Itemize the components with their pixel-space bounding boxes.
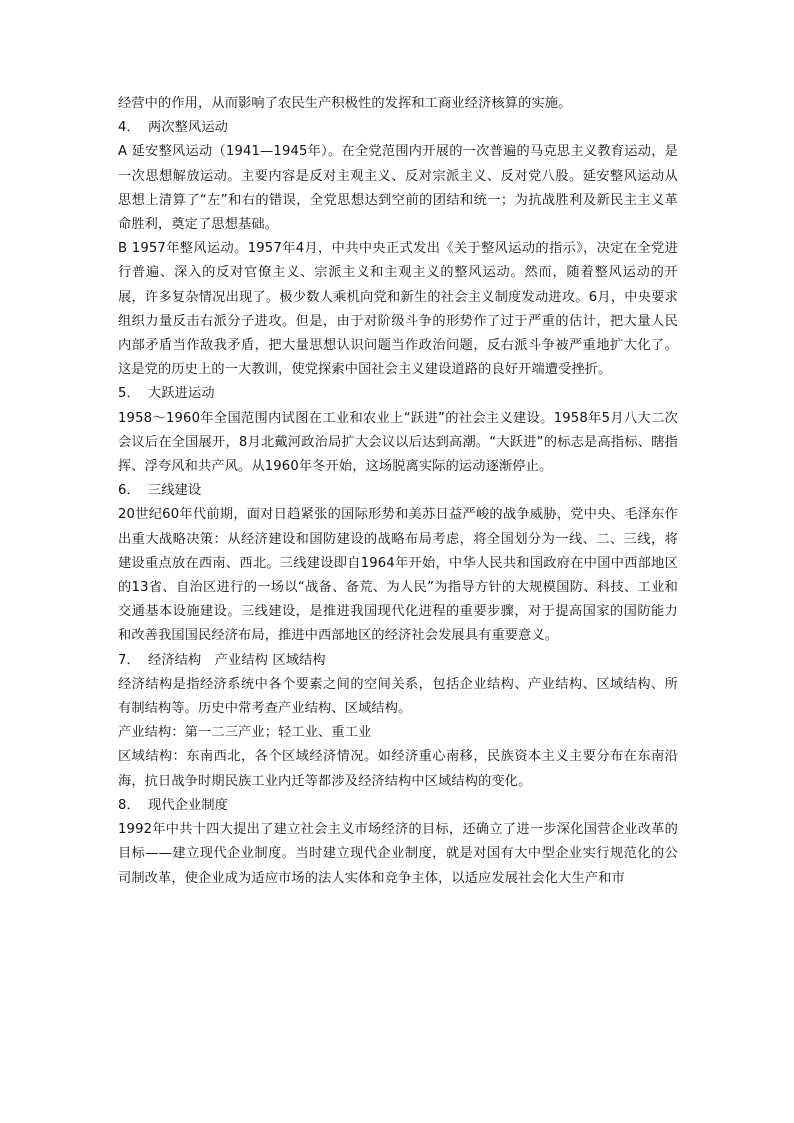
section-number: 4． — [118, 120, 140, 136]
paragraph-regional-structure: 区域结构：东南西北，各个区域经济情况。如经济重心南移，民族资本主义主要分布在东南沿海，抗日战争时期民族工业内迁等都涉及经济结构中区域结构的变化。 — [118, 749, 678, 789]
paragraph-1957-rectification: B 1957年整风运动。1957年4月，中共中央正式发出《关于整风运动的指示》，决定在全党进行普遍、深入的反对官僚主义、宗派主义和主观主义的整风运动。然而，随着整风运动的开展，许多复杂情况出现了。极少数人乘机向党和新生的社会主义制度发动进攻。6月，中央要求组织力量反击右派分子进攻。但是，由于对阶级斗争的形势作了过于严重的估计，把大量人民内部矛盾当作敌我矛盾，把大量思想认识问题当作政治问题，反右派斗争被严重地扩大化了。这是党的历史上的一大教训，使党探索中国社会主义建设道路的良好开端遭受挫折。 — [118, 241, 678, 378]
section-heading-6 — [118, 479, 678, 503]
paragraph-economic-structure: 经济结构是指经济系统中各个要素之间的空间关系，包括企业结构、产业结构、区域结构、所有制结构等。历史中常考查产业结构、区域结构。 — [118, 676, 678, 717]
section-heading-7 — [118, 649, 678, 673]
section-heading-5 — [118, 382, 678, 406]
paragraph-great-leap-forward: 1958～1960年全国范围内试图在工业和农业上“跃进”的社会主义建设。1958年5月八大二次会议后在全国展开，8月北戴河政治局扩大会议以后达到高潮。“大跃进”的标志是高指标、瞎指挥、浮夸风和共产风。从1960年冬开始，这场脱离实际的运动逐渐停止。 — [118, 410, 678, 475]
paragraph-third-front: 20世纪60年代前期，面对日趋紧张的国际形势和美苏日益严峻的战争威胁，党中央、毛泽东作出重大战略决策：从经济建设和国防建设的战略布局考虑，将全国划分为一线、二、三线，将建设重点放在西南、西北。三线建设即自1964年开始，中华人民共和国政府在中国中西部地区的13省、自治区进行的一场以“战备、备荒、为人民”为指导方针的大规模国防、科技、工业和交通基本设施建设。三线建设，是推进我国现代化进程的重要步骤，对于提高国家的国防能力和改善我国国民经济布局，推进中西部地区的经济社会发展具有重要意义。 — [118, 507, 678, 644]
section-number: 6． — [118, 483, 140, 499]
section-heading-4 — [118, 116, 678, 140]
section-title: 三线建设 — [148, 483, 202, 499]
section-heading-8 — [118, 794, 678, 818]
section-number: 5． — [118, 386, 140, 402]
document-page — [118, 92, 678, 891]
section-title: 两次整风运动 — [148, 120, 229, 136]
paragraph-modern-enterprise: 1992年中共十四大提出了建立社会主义市场经济的目标，还确立了进一步深化国营企业改革的目标——建立现代企业制度。当时建立现代企业制度，就是对国有大中型企业实行规范化的公司制改革，使企业成为适应市场的法人实体和竞争主体，以适应发展社会化大生产和市 — [118, 822, 678, 886]
section-title: 经济结构 产业结构 区域结构 — [148, 652, 326, 668]
paragraph-intro-continuation: 经营中的作用，从而影响了农民生产积极性的发挥和工商业经济核算的实施。 — [118, 96, 572, 111]
section-number: 7． — [118, 652, 140, 668]
section-number: 8． — [118, 797, 140, 813]
section-title: 现代企业制度 — [148, 797, 229, 813]
paragraph-industrial-structure: 产业结构：第一二三产业；轻工业、重工业 — [118, 725, 372, 741]
paragraph-yanan-rectification: A 延安整风运动（1941—1945年）。在全党范围内开展的一次普遍的马克思主义教育运动，是一次思想解放运动。主要内容是反对主观主义、反对宗派主义、反对党八股。延安整风运动从思想上清算了“左”和右的错误，全党思想达到空前的团结和统一；为抗战胜利及新民主主义革命胜利，奠定了思想基础。 — [118, 144, 678, 233]
section-title: 大跃进运动 — [148, 386, 215, 402]
